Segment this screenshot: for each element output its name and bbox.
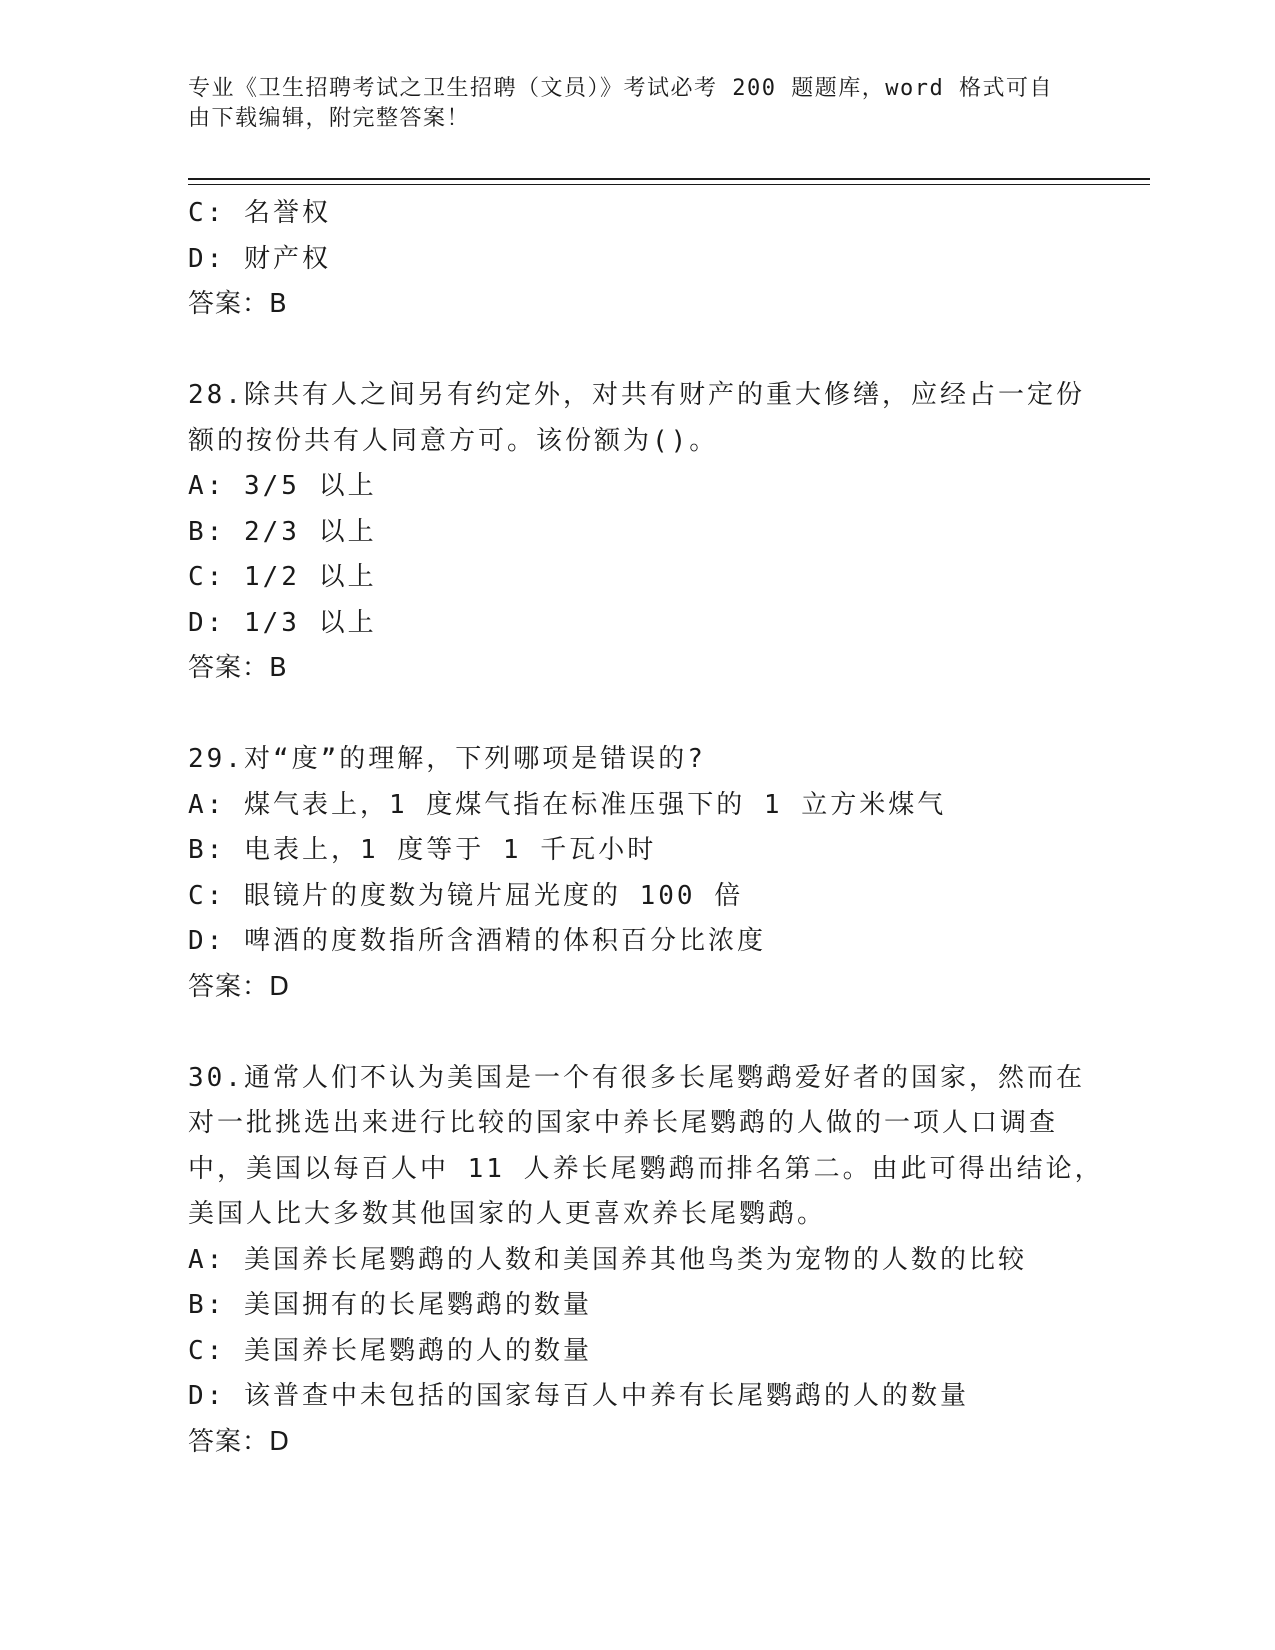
spacer bbox=[188, 1010, 1088, 1056]
question-30 bbox=[188, 1056, 1104, 1466]
option-a: A: 美国养长尾鹦鹉的人数和美国养其他鸟类为宠物的人数的比较 bbox=[188, 1244, 1027, 1275]
option-b: B: 2/3 以上 bbox=[188, 516, 377, 547]
header-line-1: 专业《卫生招聘考试之卫生招聘（文员）》考试必考 200 题题库，word 格式可自 bbox=[188, 76, 1053, 101]
question-text: 美国人比大多数其他国家的人更喜欢养长尾鹦鹉。 bbox=[188, 1199, 827, 1229]
question-text: 中，美国以每百人中 11 人养长尾鹦鹉而排名第二。由此可得出结论， bbox=[188, 1153, 1104, 1184]
prev-question-block bbox=[188, 191, 1088, 328]
answer-line: 答案：B bbox=[188, 653, 288, 683]
header-line-2: 由下载编辑，附完整答案！ bbox=[188, 106, 471, 131]
question-content bbox=[188, 191, 1104, 1465]
option-c: C: 1/2 以上 bbox=[188, 562, 377, 592]
option-a: A: 3/5 以上 bbox=[188, 471, 377, 501]
option-c: C: 名誉权 bbox=[188, 198, 331, 228]
option-a: A: 煤气表上，1 度煤气指在标准压强下的 1 立方米煤气 bbox=[188, 789, 947, 820]
answer-line: 答案：D bbox=[188, 1426, 291, 1457]
spacer bbox=[188, 692, 1088, 738]
header-divider-thick bbox=[188, 178, 1150, 180]
document-header bbox=[188, 74, 1068, 134]
question-text: 28.除共有人之间另有约定外，对共有财产的重大修缮，应经占一定份 bbox=[188, 380, 1085, 410]
answer-line: 答案：B bbox=[188, 289, 288, 319]
question-28 bbox=[188, 373, 1088, 692]
header-divider-thin bbox=[188, 184, 1150, 185]
option-b: B: 电表上，1 度等于 1 千瓦小时 bbox=[188, 835, 657, 865]
spacer bbox=[188, 328, 1088, 374]
question-text: 对一批挑选出来进行比较的国家中养长尾鹦鹉的人做的一项人口调查 bbox=[188, 1108, 1059, 1138]
question-text: 30.通常人们不认为美国是一个有很多长尾鹦鹉爱好者的国家，然而在 bbox=[188, 1062, 1085, 1093]
option-c: C: 眼镜片的度数为镜片屈光度的 100 倍 bbox=[188, 880, 744, 911]
question-29 bbox=[188, 737, 1088, 1010]
question-text: 29.对“度”的理解，下列哪项是错误的? bbox=[188, 744, 706, 774]
question-text: 额的按份共有人同意方可。该份额为()。 bbox=[188, 425, 719, 456]
option-c: C: 美国养长尾鹦鹉的人的数量 bbox=[188, 1335, 592, 1366]
option-d: D: 该普查中未包括的国家每百人中养有长尾鹦鹉的人的数量 bbox=[188, 1381, 969, 1411]
option-d: D: 1/3 以上 bbox=[188, 607, 377, 638]
option-d: D: 财产权 bbox=[188, 243, 331, 274]
option-d: D: 啤酒的度数指所含酒精的体积百分比浓度 bbox=[188, 926, 766, 956]
answer-line: 答案：D bbox=[188, 971, 291, 1002]
option-b: B: 美国拥有的长尾鹦鹉的数量 bbox=[188, 1290, 592, 1320]
